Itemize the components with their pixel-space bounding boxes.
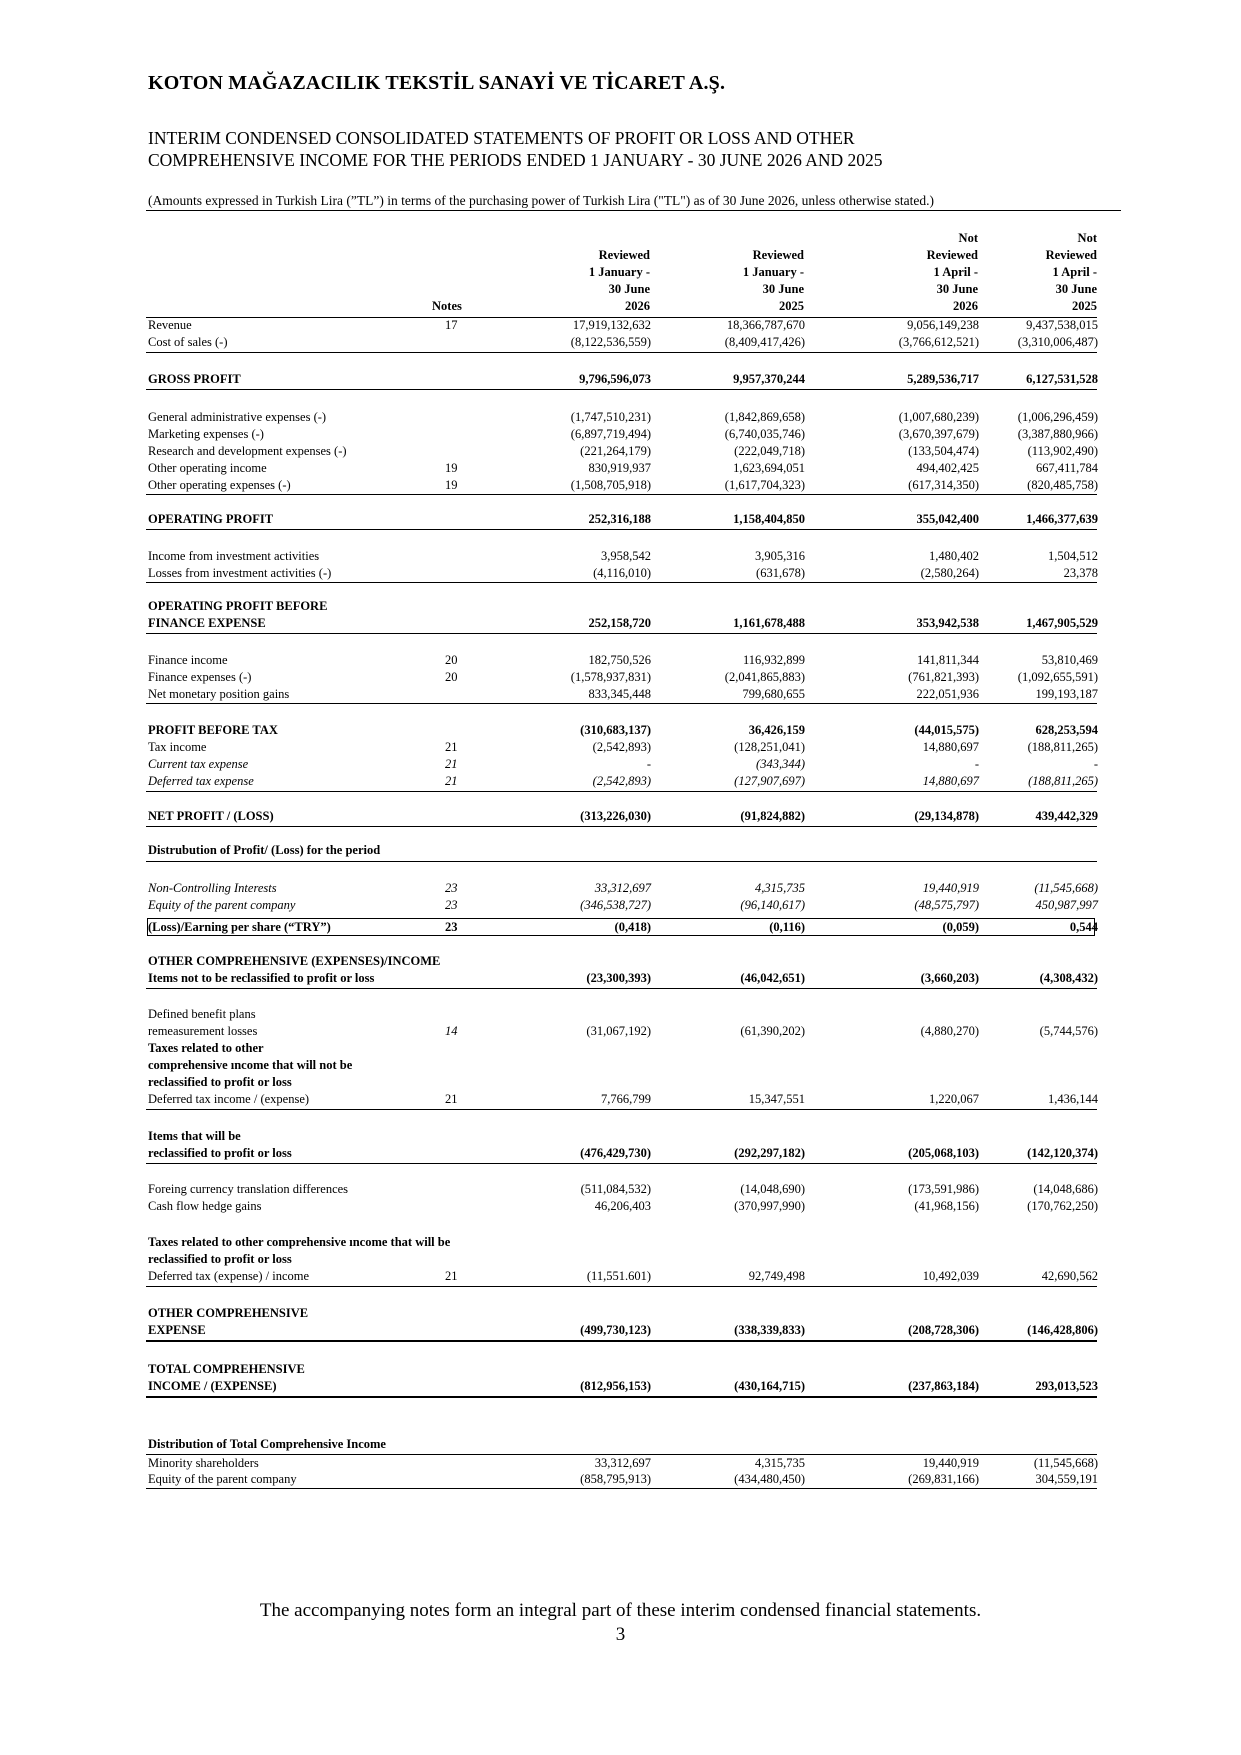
row-label: (Loss)/Earning per share (“TRY”) (148, 920, 331, 934)
column-header-2-line: 1 January - (742, 265, 804, 279)
value-h1-2025: (292,297,182) (734, 1146, 805, 1160)
table-divider-thick (146, 1396, 1097, 1398)
table-divider (146, 1454, 1097, 1455)
value-q2-2026: 494,402,425 (916, 461, 979, 475)
value-h1-2025: (46,042,651) (740, 971, 805, 985)
table-row-heading (0, 1251, 1241, 1267)
table-row (0, 548, 1241, 564)
row-label: Distribution of Total Comprehensive Income (148, 1437, 386, 1451)
value-q2-2026: (133,504,474) (908, 444, 979, 458)
table-row (0, 669, 1241, 685)
value-h1-2026: 33,312,697 (594, 881, 651, 895)
value-q2-2026: 14,880,697 (922, 740, 979, 754)
value-h1-2025: 36,426,159 (748, 723, 805, 737)
value-h1-2025: (1,617,704,323) (724, 478, 805, 492)
value-q2-2025: (5,744,576) (1039, 1024, 1098, 1038)
value-h1-2025: (61,390,202) (740, 1024, 805, 1038)
value-h1-2025: (430,164,715) (734, 1379, 805, 1393)
table-divider (146, 1286, 1097, 1287)
row-label: OTHER COMPREHENSIVE (148, 1306, 309, 1320)
statement-title-line-2: COMPREHENSIVE INCOME FOR THE PERIODS ENDED 1 JANUARY - 30 JUNE 2026 AND 2025 (148, 150, 883, 170)
row-label: Net monetary position gains (148, 687, 290, 701)
value-h1-2025: (370,997,990) (734, 1199, 805, 1213)
value-q2-2025: (1,092,655,591) (1017, 670, 1098, 684)
table-row (0, 1091, 1241, 1107)
value-h1-2026: 3,958,542 (601, 549, 651, 563)
value-q2-2025: (146,428,806) (1027, 1323, 1098, 1337)
value-q2-2026: 9,056,149,238 (907, 318, 979, 332)
value-h1-2026: 830,919,937 (588, 461, 651, 475)
value-h1-2025: (128,251,041) (734, 740, 805, 754)
row-note: 21 (445, 740, 458, 754)
row-label: Current tax expense (148, 757, 249, 771)
value-h1-2025: 1,158,404,850 (733, 512, 805, 526)
table-divider (146, 1163, 1097, 1164)
table-row-heading (0, 1057, 1241, 1073)
amounts-note: (Amounts expressed in Turkish Lira (”TL”) in terms of the purchasing power of Turkish Lira ("TL") as of 30 June 2026, unless otherwise stated.) (148, 193, 935, 208)
value-q2-2025: (170,762,250) (1027, 1199, 1098, 1213)
value-h1-2026: 9,796,596,073 (579, 372, 651, 386)
table-row-total (0, 1378, 1241, 1394)
table-divider (146, 826, 1097, 827)
value-h1-2026: (0,418) (614, 920, 651, 934)
column-header-1 (530, 247, 650, 315)
row-label: Cash flow hedge gains (148, 1199, 262, 1213)
table-row (0, 880, 1241, 896)
value-q2-2025: 199,193,187 (1035, 687, 1098, 701)
value-h1-2026: (31,067,192) (586, 1024, 651, 1038)
table-row-heading (0, 1128, 1241, 1144)
table-row (0, 1181, 1241, 1197)
row-label: reclassified to profit or loss (148, 1075, 292, 1089)
row-label: Defined benefit plans (148, 1007, 256, 1021)
value-q2-2026: (761,821,393) (908, 670, 979, 684)
column-header-4-line: Not (1077, 231, 1097, 245)
value-h1-2026: (476,429,730) (580, 1146, 651, 1160)
row-note: 23 (445, 920, 458, 934)
value-q2-2026: (617,314,350) (908, 478, 979, 492)
value-h1-2026: (346,538,727) (580, 898, 651, 912)
table-row (0, 773, 1241, 789)
table-row (0, 1198, 1241, 1214)
footer-note: The accompanying notes form an integral part of these interim condensed financial statements. (259, 1600, 982, 1621)
statement-title-line-1: INTERIM CONDENSED CONSOLIDATED STATEMENTS OF PROFIT OR LOSS AND OTHER (148, 128, 855, 148)
value-h1-2025: (343,344) (756, 757, 805, 771)
column-header-3-line: 30 June (936, 282, 978, 296)
row-note: 17 (445, 318, 458, 332)
value-q2-2026: 5,289,536,717 (907, 372, 979, 386)
value-h1-2026: 17,919,132,632 (572, 318, 651, 332)
value-h1-2025: 1,623,694,051 (733, 461, 805, 475)
value-h1-2025: 18,366,787,670 (726, 318, 805, 332)
table-row-heading (0, 598, 1241, 614)
value-h1-2026: (511,084,532) (580, 1182, 651, 1196)
table-divider (146, 494, 1097, 495)
row-label: Income from investment activities (148, 549, 320, 563)
value-h1-2026: (8,122,536,559) (570, 335, 651, 349)
value-q2-2026: (44,015,575) (914, 723, 979, 737)
row-label: Foreing currency translation differences (148, 1182, 349, 1196)
value-h1-2025: (127,907,697) (734, 774, 805, 788)
value-h1-2025: (0,116) (769, 920, 805, 934)
value-h1-2025: (338,339,833) (734, 1323, 805, 1337)
table-row-heading (0, 1234, 1241, 1250)
row-label: Distrubution of Profit/ (Loss) for the period (148, 843, 381, 857)
value-q2-2026: (41,968,156) (914, 1199, 979, 1213)
value-q2-2026: 1,480,402 (929, 549, 979, 563)
page-number: 3 (615, 1624, 626, 1645)
table-row-total (0, 722, 1241, 738)
value-h1-2026: 252,316,188 (588, 512, 651, 526)
row-label: NET PROFIT / (LOSS) (148, 809, 274, 823)
table-divider (146, 861, 1097, 862)
value-q2-2026: (269,831,166) (908, 1472, 979, 1486)
column-header-3-line: Not (958, 231, 978, 245)
table-row (0, 1268, 1241, 1284)
row-label: Items not to be reclassified to profit or loss (148, 971, 375, 985)
value-q2-2025: 293,013,523 (1035, 1379, 1098, 1393)
value-h1-2025: 92,749,498 (748, 1269, 805, 1283)
row-label: reclassified to profit or loss (148, 1252, 292, 1266)
row-label: Items that will be (148, 1129, 241, 1143)
row-label: OTHER COMPREHENSIVE (EXPENSES)/INCOME (148, 954, 441, 968)
row-note: 14 (445, 1024, 458, 1038)
row-label: Revenue (148, 318, 192, 332)
value-q2-2025: 0,544 (1069, 920, 1098, 934)
row-label: Taxes related to other (148, 1041, 264, 1055)
value-q2-2026: 355,042,400 (916, 512, 979, 526)
row-note: 20 (445, 653, 458, 667)
value-q2-2025: 42,690,562 (1041, 1269, 1098, 1283)
table-row (0, 756, 1241, 772)
row-label: FINANCE EXPENSE (148, 616, 266, 630)
row-note: 19 (445, 461, 458, 475)
table-divider (146, 529, 1097, 530)
value-q2-2026: (2,580,264) (920, 566, 979, 580)
row-note: 21 (445, 757, 458, 771)
value-q2-2026: (0,059) (942, 920, 979, 934)
row-label: comprehensive ıncome that will not be (148, 1058, 353, 1072)
value-h1-2026: (6,897,719,494) (570, 427, 651, 441)
row-label: remeasurement losses (148, 1024, 258, 1038)
value-h1-2026: 7,766,799 (601, 1092, 651, 1106)
column-header-2-line: 30 June (762, 282, 804, 296)
value-q2-2025: 439,442,329 (1035, 809, 1098, 823)
column-header-3-line: 1 April - (933, 265, 978, 279)
table-divider (146, 791, 1097, 792)
row-note: 19 (445, 478, 458, 492)
value-h1-2026: (1,747,510,231) (570, 410, 651, 424)
value-h1-2026: (1,508,705,918) (570, 478, 651, 492)
value-q2-2026: (237,863,184) (908, 1379, 979, 1393)
table-row (0, 1471, 1241, 1487)
row-label: Losses from investment activities (-) (148, 566, 332, 580)
value-q2-2025: (3,310,006,487) (1017, 335, 1098, 349)
value-q2-2025: (142,120,374) (1027, 1146, 1098, 1160)
row-label: Non-Controlling Interests (148, 881, 277, 895)
row-label: Equity of the parent company (148, 1472, 297, 1486)
row-label: Minority shareholders (148, 1456, 259, 1470)
value-q2-2026: 141,811,344 (916, 653, 979, 667)
value-q2-2025: (113,902,490) (1027, 444, 1098, 458)
row-label: INCOME / (EXPENSE) (148, 1379, 277, 1393)
column-header-4-line: 1 April - (1052, 265, 1097, 279)
value-h1-2025: (222,049,718) (734, 444, 805, 458)
value-q2-2026: (205,068,103) (908, 1146, 979, 1160)
value-h1-2026: 33,312,697 (594, 1456, 651, 1470)
table-row-heading (0, 842, 1241, 858)
table-row-heading (0, 1361, 1241, 1377)
table-row-heading (0, 1040, 1241, 1056)
column-header-1-line: 2026 (625, 299, 650, 313)
row-label: PROFIT BEFORE TAX (148, 723, 278, 737)
column-header-2-line: Reviewed (752, 248, 804, 262)
value-q2-2026: (3,766,612,521) (898, 335, 979, 349)
row-note: 20 (445, 670, 458, 684)
row-label: OPERATING PROFIT (148, 512, 274, 526)
column-header-4-line: 30 June (1055, 282, 1097, 296)
row-note: 21 (445, 1092, 458, 1106)
value-h1-2025: 799,680,655 (742, 687, 805, 701)
value-q2-2026: 19,440,919 (922, 1456, 979, 1470)
table-row (0, 1023, 1241, 1039)
value-q2-2025: (188,811,265) (1028, 774, 1098, 788)
value-q2-2025: 1,436,144 (1048, 1092, 1098, 1106)
table-row (0, 739, 1241, 755)
company-name: KOTON MAĞAZACILIK TEKSTİL SANAYİ VE TİCARET A.Ş. (148, 72, 726, 94)
table-row-heading (0, 953, 1241, 969)
value-q2-2025: 628,253,594 (1035, 723, 1098, 737)
row-label: GROSS PROFIT (148, 372, 241, 386)
table-divider (146, 352, 1097, 353)
value-q2-2025: (11,545,668) (1034, 881, 1098, 895)
value-h1-2026: (23,300,393) (586, 971, 651, 985)
table-row (0, 686, 1241, 702)
value-h1-2025: 4,315,735 (755, 881, 805, 895)
value-q2-2025: 1,504,512 (1048, 549, 1098, 563)
table-row-total (0, 1322, 1241, 1338)
value-q2-2025: (11,545,668) (1033, 1456, 1098, 1470)
table-row (0, 443, 1241, 459)
value-h1-2026: (310,683,137) (580, 723, 651, 737)
row-label: TOTAL COMPREHENSIVE (148, 1362, 305, 1376)
value-q2-2026: - (974, 757, 979, 771)
value-h1-2025: 116,932,899 (742, 653, 805, 667)
table-divider (146, 988, 1097, 989)
value-h1-2026: (499,730,123) (580, 1323, 651, 1337)
row-label: Deferred tax (expense) / income (148, 1269, 310, 1283)
table-row-eps (0, 919, 1241, 935)
value-h1-2026: (4,116,010) (593, 566, 651, 580)
table-row-total (0, 511, 1241, 527)
value-h1-2026: 46,206,403 (594, 1199, 651, 1213)
value-h1-2025: 15,347,551 (748, 1092, 805, 1106)
table-row (0, 409, 1241, 425)
value-q2-2025: 667,411,784 (1035, 461, 1098, 475)
table-row-total (0, 970, 1241, 986)
value-h1-2026: (812,956,153) (580, 1379, 651, 1393)
row-label: Deferred tax income / (expense) (148, 1092, 310, 1106)
column-header-4-line: 2025 (1072, 299, 1097, 313)
value-q2-2026: (173,591,986) (908, 1182, 979, 1196)
value-q2-2026: (48,575,797) (914, 898, 979, 912)
row-note: 21 (445, 1269, 458, 1283)
column-header-1-line: Reviewed (598, 248, 650, 262)
value-q2-2025: (1,006,296,459) (1017, 410, 1098, 424)
column-header-notes (432, 298, 477, 315)
table-divider (146, 633, 1097, 634)
table-divider (146, 317, 1097, 318)
value-q2-2026: (208,728,306) (908, 1323, 979, 1337)
value-q2-2025: (3,387,880,966) (1017, 427, 1098, 441)
value-q2-2026: 222,051,936 (916, 687, 979, 701)
column-header-2 (684, 247, 804, 315)
value-h1-2026: (1,578,937,831) (570, 670, 651, 684)
table-divider (146, 703, 1097, 704)
row-label: reclassified to profit or loss (148, 1146, 292, 1160)
value-q2-2025: 23,378 (1063, 566, 1098, 580)
table-row (0, 1006, 1241, 1022)
value-h1-2026: (221,264,179) (580, 444, 651, 458)
row-label: Taxes related to other comprehensive ıncome that will be (148, 1235, 451, 1249)
table-row (0, 460, 1241, 476)
table-row (0, 477, 1241, 493)
row-label: EXPENSE (148, 1323, 206, 1337)
value-h1-2025: (434,480,450) (734, 1472, 805, 1486)
value-q2-2026: 14,880,697 (922, 774, 979, 788)
row-label: Other operating income (148, 461, 267, 475)
table-divider (146, 582, 1097, 583)
table-divider (146, 389, 1097, 390)
value-h1-2026: (858,795,913) (580, 1472, 651, 1486)
row-label: Cost of sales (-) (148, 335, 228, 349)
value-h1-2026: (2,542,893) (592, 740, 651, 754)
table-row (0, 565, 1241, 581)
value-h1-2026: - (646, 757, 651, 771)
value-q2-2025: 304,559,191 (1035, 1472, 1098, 1486)
table-row (0, 652, 1241, 668)
row-label: Research and development expenses (-) (148, 444, 347, 458)
value-q2-2026: (3,660,203) (920, 971, 979, 985)
value-q2-2026: 19,440,919 (922, 881, 979, 895)
row-label: Equity of the parent company (148, 898, 296, 912)
column-header-3-line: 2026 (953, 299, 978, 313)
table-divider (146, 1109, 1097, 1110)
column-header-notes-text: Notes (432, 299, 462, 313)
row-note: 23 (445, 898, 458, 912)
row-label: Tax income (148, 740, 207, 754)
value-h1-2026: 833,345,448 (588, 687, 651, 701)
column-header-1-line: 30 June (608, 282, 650, 296)
value-h1-2026: (2,542,893) (592, 774, 651, 788)
table-divider-thick (146, 1340, 1097, 1342)
header-divider (146, 210, 1121, 211)
table-row (0, 317, 1241, 333)
row-label: Marketing expenses (-) (148, 427, 264, 441)
table-row-total (0, 808, 1241, 824)
row-label: Finance income (148, 653, 228, 667)
value-h1-2025: (14,048,690) (740, 1182, 805, 1196)
value-q2-2025: 53,810,469 (1041, 653, 1098, 667)
value-q2-2026: (29,134,878) (914, 809, 979, 823)
value-q2-2026: (1,007,680,239) (898, 410, 979, 424)
row-label: Finance expenses (-) (148, 670, 252, 684)
value-h1-2025: (2,041,865,883) (724, 670, 805, 684)
value-h1-2025: (1,842,869,658) (724, 410, 805, 424)
value-h1-2026: 182,750,526 (588, 653, 651, 667)
value-q2-2025: 450,987,997 (1035, 898, 1098, 912)
value-q2-2025: (188,811,265) (1027, 740, 1098, 754)
value-q2-2025: (4,308,432) (1039, 971, 1098, 985)
table-row (0, 334, 1241, 350)
table-row-total (0, 371, 1241, 387)
value-q2-2025: 1,467,905,529 (1026, 616, 1098, 630)
table-row-total (0, 615, 1241, 631)
column-header-2-line: 2025 (779, 299, 804, 313)
row-label: General administrative expenses (-) (148, 410, 327, 424)
table-row-heading (0, 1074, 1241, 1090)
value-q2-2026: (4,880,270) (920, 1024, 979, 1038)
row-note: 23 (445, 881, 458, 895)
table-divider (146, 1488, 1097, 1489)
table-row (0, 897, 1241, 913)
column-header-3-line: Reviewed (926, 248, 978, 262)
value-q2-2025: 9,437,538,015 (1026, 318, 1098, 332)
value-h1-2026: 252,158,720 (588, 616, 651, 630)
value-q2-2026: 10,492,039 (922, 1269, 979, 1283)
value-q2-2026: (3,670,397,679) (898, 427, 979, 441)
value-h1-2025: (8,409,417,426) (724, 335, 805, 349)
row-label: Other operating expenses (-) (148, 478, 291, 492)
value-h1-2026: (11,551.601) (586, 1269, 651, 1283)
value-h1-2026: (313,226,030) (580, 809, 651, 823)
value-h1-2025: (6,740,035,746) (724, 427, 805, 441)
column-header-1-line: 1 January - (588, 265, 650, 279)
value-h1-2025: 1,161,678,488 (733, 616, 805, 630)
value-q2-2025: 1,466,377,639 (1026, 512, 1098, 526)
table-row (0, 1455, 1241, 1471)
table-row-heading (0, 1305, 1241, 1321)
value-q2-2025: 6,127,531,528 (1026, 372, 1098, 386)
value-h1-2025: (91,824,882) (740, 809, 805, 823)
row-note: 21 (445, 774, 458, 788)
value-h1-2025: 4,315,735 (755, 1456, 805, 1470)
value-h1-2025: (96,140,617) (740, 898, 805, 912)
value-h1-2025: (631,678) (756, 566, 805, 580)
value-q2-2025: (14,048,686) (1033, 1182, 1098, 1196)
value-q2-2026: 353,942,538 (916, 616, 979, 630)
value-h1-2025: 3,905,316 (755, 549, 805, 563)
table-row-total (0, 1145, 1241, 1161)
value-q2-2025: (820,485,758) (1027, 478, 1098, 492)
value-q2-2025: - (1093, 757, 1098, 771)
table-row (0, 426, 1241, 442)
row-label: Deferred tax expense (148, 774, 254, 788)
column-header-4 (977, 230, 1097, 315)
row-label: OPERATING PROFIT BEFORE (148, 599, 328, 613)
column-header-4-line: Reviewed (1045, 248, 1097, 262)
column-header-3 (858, 230, 978, 315)
value-h1-2025: 9,957,370,244 (733, 372, 805, 386)
table-row-heading (0, 1436, 1241, 1452)
value-q2-2026: 1,220,067 (929, 1092, 979, 1106)
